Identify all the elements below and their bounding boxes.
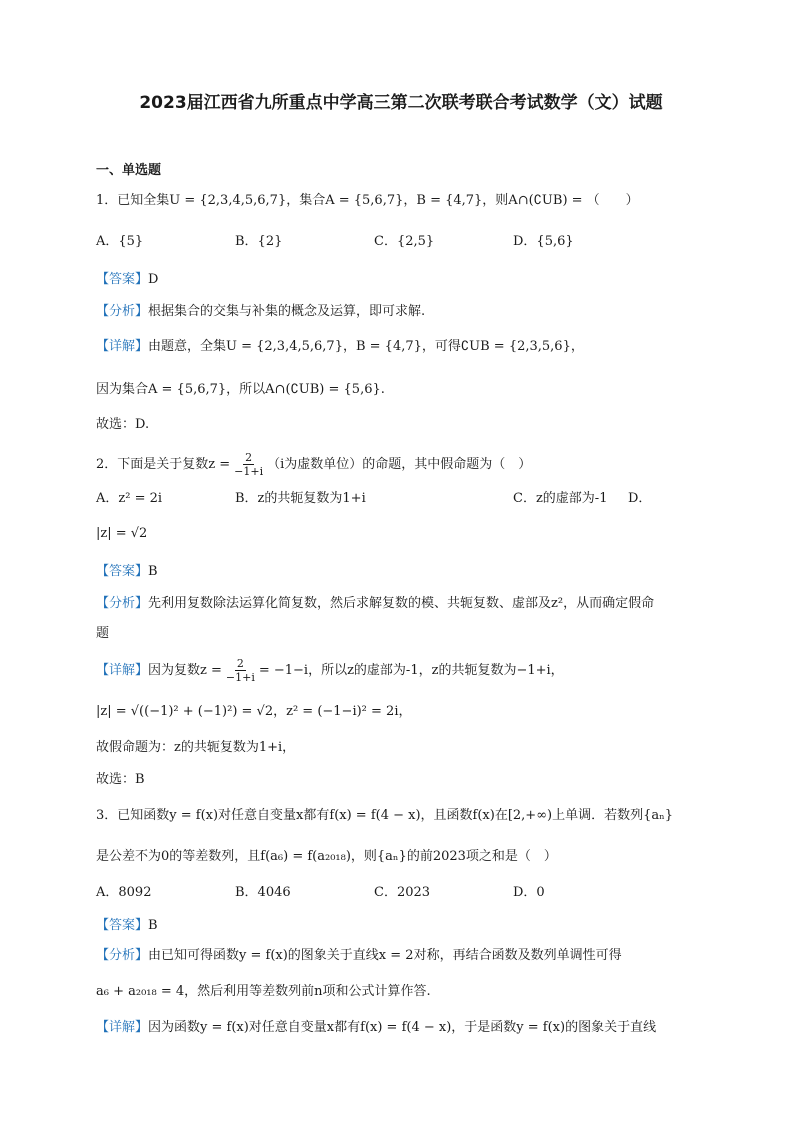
q1-answer (96, 270, 158, 290)
q2-options (96, 489, 651, 509)
answer-tag: 【答案】 (96, 272, 149, 287)
q2-stem-pre: 2．下面是关于复数z = (96, 457, 231, 472)
q1-detail-line-1 (96, 337, 584, 357)
q2-option-b: B．z的共轭复数为1+i (235, 491, 366, 506)
q3-answer (96, 916, 158, 936)
fraction-denominator: −1+i (225, 671, 255, 684)
q3-option-b: B．4046 (235, 885, 291, 900)
q2-option-a: A．z² = 2i (96, 491, 163, 506)
q1-choose: 故选：D. (96, 417, 150, 432)
q2-stem (96, 450, 531, 480)
detail-tag: 【详解】 (96, 663, 149, 678)
q3-stem-line-1: 3．已知函数y = f(x)对任意自变量x都有f(x) = f(4 − x)，且函数f(x)在[2,+∞)上单调．若数列{aₙ} (96, 808, 674, 823)
q1-option-c: C．{2,5} (374, 234, 435, 249)
document-page (96, 0, 706, 1123)
detail-text-post: = −1−i，所以z的虚部为-1，z的共轭复数为−1+i， (258, 663, 564, 678)
section-heading: 一、单选题 (96, 163, 162, 178)
q3-detail-line-1 (96, 1018, 656, 1038)
answer-value: D (148, 272, 159, 287)
q2-answer (96, 562, 158, 582)
q2-detail-line-1 (96, 656, 564, 686)
answer-tag: 【答案】 (96, 564, 149, 579)
fraction-numerator: 2 (236, 657, 244, 670)
analysis-tag: 【分析】 (96, 948, 149, 963)
detail-text-pre: 因为复数z = (148, 663, 222, 678)
q2-analysis-line-2: 题 (96, 626, 110, 641)
q2-choose: 故选：B (96, 772, 145, 787)
q1-option-a: A．{5} (96, 234, 144, 249)
analysis-tag: 【分析】 (96, 596, 149, 611)
q1-detail-line-2: 因为集合A = {5,6,7}，所以A∩(∁UB) = {5,6}. (96, 382, 385, 397)
analysis-text: 根据集合的交集与补集的概念及运算，即可求解. (148, 304, 426, 319)
q1-options (96, 232, 574, 252)
q2-option-d-value: |z| = √2 (96, 526, 148, 541)
q2-fraction (232, 451, 265, 478)
q1-stem: 1．已知全集U = {2,3,4,5,6,7}，集合A = {5,6,7}，B = {4,7}，则A∩(∁UB) = （ ） (96, 193, 639, 208)
answer-tag: 【答案】 (96, 918, 149, 933)
answer-value: B (148, 918, 158, 933)
fraction-denominator: −1+i (234, 465, 264, 478)
q3-option-c: C．2023 (374, 885, 431, 900)
q3-options (96, 883, 545, 903)
q3-option-a: A．8092 (96, 885, 152, 900)
analysis-tag: 【分析】 (96, 304, 149, 319)
q3-stem-line-2: 是公差不为0的等差数列，且f(a₆) = f(a₂₀₁₈)，则{aₙ}的前2023项之和是（ ） (96, 849, 557, 864)
q2-detail-line-3: 故假命题为：z的共轭复数为1+i， (96, 740, 296, 755)
detail-text: 由题意，全集U = {2,3,4,5,6,7}，B = {4,7}，可得∁UB = {2,3,5,6}， (148, 339, 584, 354)
q2-stem-post: （i为虚数单位）的命题，其中假命题为（ ） (267, 457, 532, 472)
q3-analysis-line-2: a₆ + a₂₀₁₈ = 4，然后利用等差数列前n项和公式计算作答. (96, 984, 431, 999)
q1-option-b: B．{2} (235, 234, 283, 249)
q2-analysis-line-1 (96, 594, 654, 614)
analysis-text: 先利用复数除法运算化简复数，然后求解复数的模、共轭复数、虚部及z²，从而确定假命 (148, 596, 655, 611)
document-title: 2023届江西省九所重点中学高三第二次联考联合考试数学（文）试题 (139, 93, 663, 113)
detail-tag: 【详解】 (96, 1020, 149, 1035)
q2-option-c: C．z的虚部为-1 (513, 491, 608, 506)
q2-option-d-label: D． (628, 491, 652, 506)
q3-option-d: D．0 (513, 885, 545, 900)
q1-option-d: D．{5,6} (513, 234, 574, 249)
analysis-text: 由已知可得函数y = f(x)的图象关于直线x = 2对称，再结合函数及数列单调性可得 (148, 948, 622, 963)
q3-analysis-line-1 (96, 946, 622, 966)
q1-analysis (96, 302, 425, 322)
detail-text: 因为函数y = f(x)对任意自变量x都有f(x) = f(4 − x)，于是函数y = f(x)的图象关于直线 (148, 1020, 657, 1035)
q2-detail-line-2: |z| = √((−1)² + (−1)²) = √2，z² = (−1−i)² = 2i， (96, 704, 412, 719)
fraction-numerator: 2 (245, 451, 253, 464)
q2-detail-fraction (224, 657, 257, 684)
detail-tag: 【详解】 (96, 339, 149, 354)
answer-value: B (148, 564, 158, 579)
